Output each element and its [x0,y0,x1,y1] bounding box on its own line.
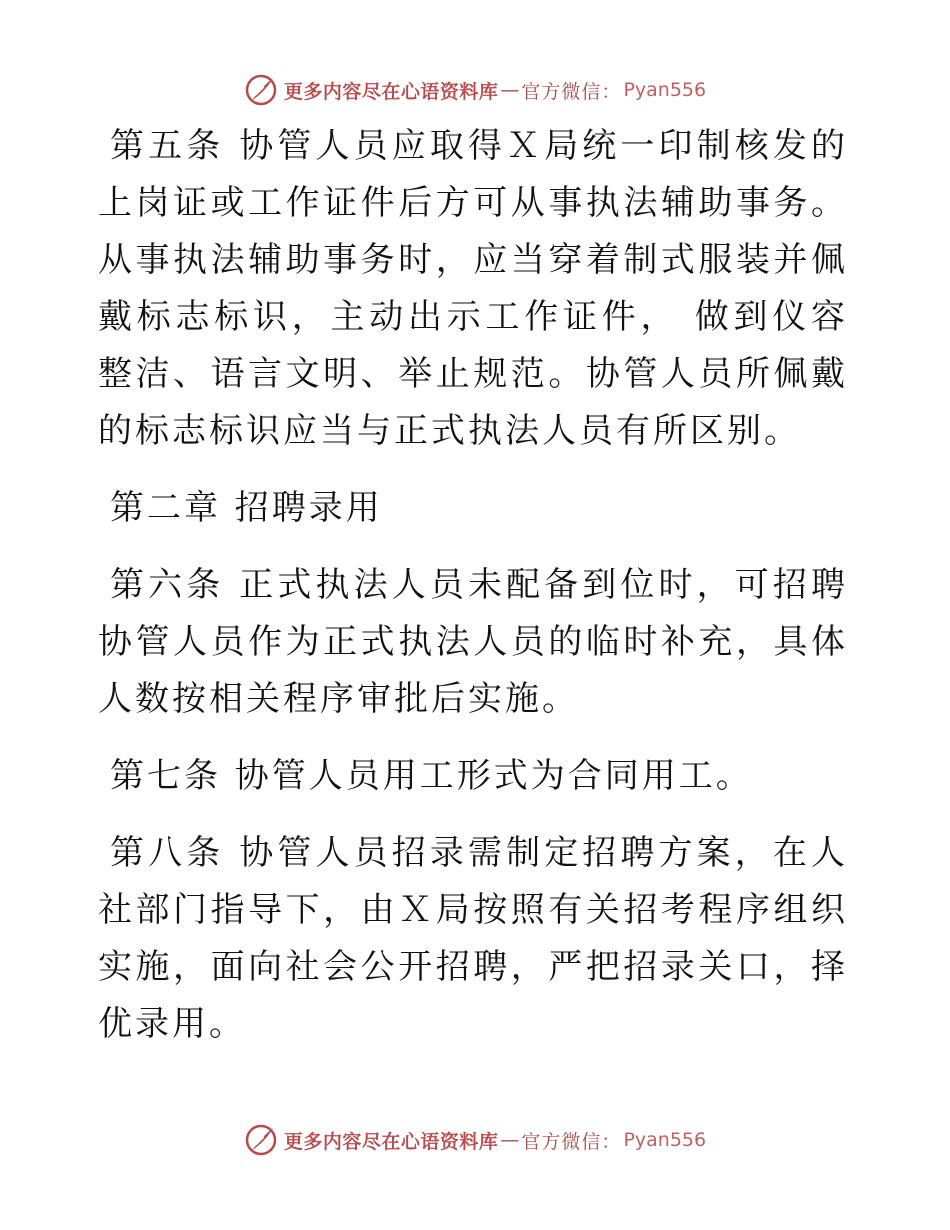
watermark-id: Pyan556 [623,79,707,101]
chapter-heading: 第二章 招聘录用 [110,488,383,528]
document-body [98,118,848,1073]
feather-logo-icon [244,73,278,107]
watermark-dash: — [500,79,520,101]
header-watermark [0,70,950,110]
watermark-dash: — [500,1129,520,1151]
watermark-label: 官方微信： [521,1130,622,1153]
article-6: 第六条 正式执法人员未配备到位时，可招聘协管人员作为正式执法人员的临时补充，具体人数按相关程序审批后实施。 [98,565,848,719]
watermark-main-text: 更多内容尽在心语资料库 [283,80,499,103]
watermark-main-text: 更多内容尽在心语资料库 [283,1130,499,1153]
article-5: 第五条 协管人员应取得Ｘ局统一印制核发的上岗证或工作证件后方可从事执法辅助事务。从事执法辅助事务时，应当穿着制式服装并佩戴标志标识，主动出示工作证件， 做到仪容整洁、语言文明、举止规范。协管人员所佩戴的标志标识应当与正式执法人员有所区别。 [98,126,848,451]
watermark-id: Pyan556 [623,1129,707,1151]
watermark-label: 官方微信： [521,80,622,103]
footer-watermark [0,1120,950,1160]
article-8: 第八条 协管人员招录需制定招聘方案，在人社部门指导下，由Ｘ局按照有关招考程序组织实施，面向社会公开招聘，严把招录关口，择优录用。 [98,833,848,1044]
article-7: 第七条 协管人员用工形式为合同用工。 [110,756,753,796]
feather-logo-icon [244,1123,278,1157]
